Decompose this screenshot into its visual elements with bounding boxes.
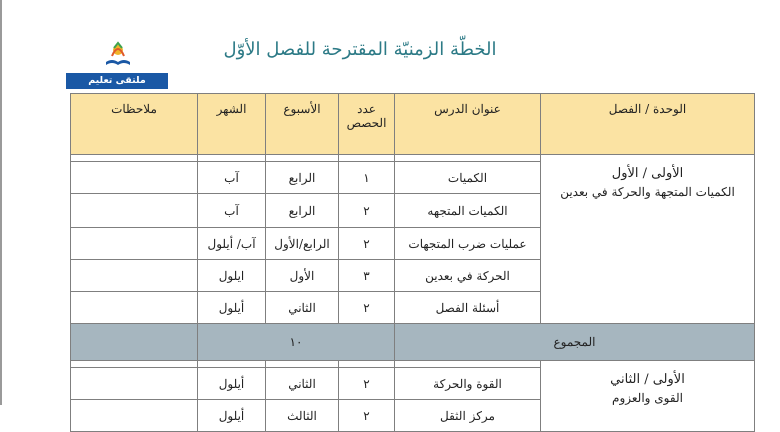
unit-topic: الكميات المتجهة والحركة في بعدين [560, 185, 735, 199]
page-border [0, 0, 2, 405]
unit-cell-2 [541, 361, 755, 432]
month-cell: آب [198, 162, 266, 194]
total-row [71, 324, 755, 361]
total-label: المجموع [395, 324, 755, 361]
spacer-row [71, 361, 755, 368]
notes-cell [71, 260, 198, 292]
unit-cell-1 [541, 155, 755, 324]
lesson-title: الكميات [395, 162, 541, 194]
month-cell: آب [198, 194, 266, 228]
header-lesson: عنوان الدرس [395, 94, 541, 155]
total-notes [71, 324, 198, 361]
week-cell: الرابع [266, 194, 339, 228]
lesson-title: مركز الثقل [395, 400, 541, 432]
header-notes: ملاحظات [71, 94, 198, 155]
header-week: الأسبوع [266, 94, 339, 155]
week-cell: الثاني [266, 292, 339, 324]
periods-count: ٣ [339, 260, 395, 292]
month-cell: أيلول [198, 292, 266, 324]
periods-count: ٢ [339, 228, 395, 260]
book-logo-icon [104, 40, 132, 68]
logo-caption: ملتقى تعليم [66, 73, 168, 89]
month-cell: أيلول [198, 400, 266, 432]
week-cell: الأول [266, 260, 339, 292]
month-cell: أيلول [198, 368, 266, 400]
header-unit: الوحدة / الفصل [541, 94, 755, 155]
unit-topic: القوى والعزوم [612, 391, 683, 405]
page-title: الخطّة الزمنيّة المقترحة للفصل الأوّل [223, 39, 497, 60]
header-periods-line2: الحصص [346, 116, 387, 130]
schedule-table [70, 93, 755, 432]
week-cell: الثاني [266, 368, 339, 400]
header-month: الشهر [198, 94, 266, 155]
table-header-row [71, 94, 755, 155]
lesson-title: الحركة في بعدين [395, 260, 541, 292]
header-periods [339, 94, 395, 155]
week-cell: الثالث [266, 400, 339, 432]
lesson-title: عمليات ضرب المتجهات [395, 228, 541, 260]
notes-cell [71, 162, 198, 194]
unit-name: الأولى / الثاني [610, 372, 685, 387]
lesson-title: أسئلة الفصل [395, 292, 541, 324]
spacer-row [71, 155, 755, 162]
unit-name: الأولى / الأول [611, 166, 684, 181]
notes-cell [71, 400, 198, 432]
periods-count: ٢ [339, 368, 395, 400]
lesson-title: الكميات المتجهه [395, 194, 541, 228]
periods-count: ٢ [339, 292, 395, 324]
periods-count: ٢ [339, 400, 395, 432]
notes-cell [71, 194, 198, 228]
month-cell: ايلول [198, 260, 266, 292]
notes-cell [71, 228, 198, 260]
week-cell: الرابع [266, 162, 339, 194]
total-value: ١٠ [198, 324, 395, 361]
lesson-title: القوة والحركة [395, 368, 541, 400]
week-cell: الرابع/الأول [266, 228, 339, 260]
month-cell: آب/ أيلول [198, 228, 266, 260]
periods-count: ١ [339, 162, 395, 194]
notes-cell [71, 292, 198, 324]
notes-cell [71, 368, 198, 400]
periods-count: ٢ [339, 194, 395, 228]
site-logo [66, 38, 168, 90]
header-periods-line1: عدد [357, 102, 376, 116]
